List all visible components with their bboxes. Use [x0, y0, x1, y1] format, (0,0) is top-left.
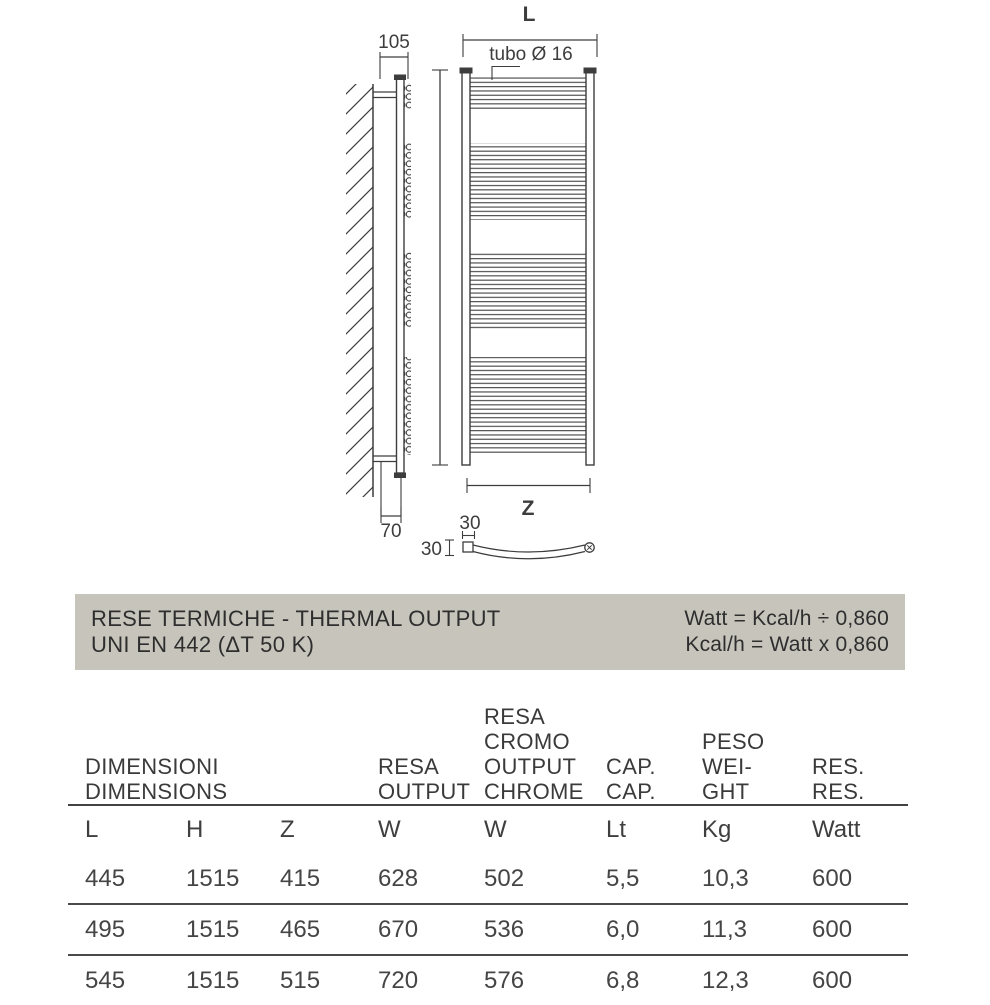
cell-capacity: 5,5: [606, 854, 702, 904]
header-line: CROMO: [484, 729, 570, 754]
left-collector: [462, 70, 470, 465]
cell-output: 628: [378, 854, 484, 904]
cell-resistance: 600: [812, 904, 908, 955]
spec-table: [68, 688, 908, 1005]
cell-H: 1515: [186, 966, 240, 994]
unit-W-output: W: [378, 816, 401, 843]
banner-title-line1: RESE TERMICHE - THERMAL OUTPUT: [91, 606, 501, 631]
header-line: WEI-: [702, 754, 753, 779]
header-line: DIMENSIONS: [85, 779, 228, 804]
cell-output-chrome: 502: [484, 854, 606, 904]
cell-output: 720: [378, 966, 419, 994]
pipe-end-square: [463, 542, 473, 552]
front-rung-bank-4: [470, 357, 586, 454]
group-header-row: [68, 688, 908, 805]
dim-L-label: L: [522, 3, 536, 26]
table-row: [68, 955, 908, 1005]
col-header-output-chrome: [484, 688, 606, 805]
cell-weight: 11,3: [702, 904, 812, 955]
left-collector-cap: [460, 68, 473, 74]
col-header-output: [378, 688, 484, 805]
header-line: RES.: [812, 754, 865, 779]
cell-L: 495: [68, 904, 186, 955]
cell-L: 445: [68, 854, 186, 904]
side-tube-bottom-cap: [394, 473, 406, 479]
header-line: OUTPUT: [378, 779, 471, 804]
side-rung-bank-3: [404, 252, 411, 328]
header-line: OUTPUT: [484, 754, 577, 779]
header-line: DIMENSIONI: [85, 754, 219, 779]
dim-30-side-label: 30: [420, 539, 442, 560]
col-header-capacity: [606, 688, 702, 805]
unit-W-chrome: W: [484, 816, 507, 843]
header-line: CHROME: [484, 779, 584, 804]
cell-weight: 10,3: [702, 854, 812, 904]
col-header-weight: [702, 688, 812, 805]
curved-tube-detail: [421, 513, 594, 560]
cell-capacity: 6,8: [606, 966, 640, 994]
right-collector-cap: [584, 68, 597, 74]
dim-30-top-label: 30: [459, 513, 481, 534]
cell-output-chrome: 576: [484, 966, 525, 994]
front-rung-bank-2: [470, 143, 586, 220]
dim-105-label: 105: [378, 32, 410, 53]
dim-70-label: 70: [380, 521, 402, 542]
side-view-drawing: [346, 32, 411, 542]
cell-Z: 415: [280, 854, 378, 904]
front-rung-bank-1: [470, 76, 586, 110]
cell-Z: 465: [280, 904, 378, 955]
header-line: RES.: [812, 779, 865, 804]
table-row: [68, 904, 908, 955]
curve-top-line: [473, 545, 585, 552]
dim-Z-label: Z: [521, 497, 535, 520]
cell-weight: 12,3: [702, 966, 749, 994]
cell-Z: 515: [280, 966, 321, 994]
banner-formula-line2: Kcal/h = Watt x 0,860: [685, 633, 889, 656]
unit-Lt: Lt: [606, 816, 627, 843]
side-tube-top-cap: [394, 75, 406, 81]
bottom-bracket: [373, 456, 397, 462]
banner-formulas: [684, 606, 889, 658]
col-header-resistance: [812, 688, 908, 805]
header-line: RESA: [378, 754, 440, 779]
header-line: PESO: [702, 729, 765, 754]
banner-formula-line1: Watt = Kcal/h ÷ 0,860: [684, 607, 889, 630]
side-rung-bank-4: [404, 357, 411, 455]
side-collector-tube: [397, 79, 405, 473]
wall-hatching: [346, 84, 373, 497]
header-line: CAP.: [606, 754, 656, 779]
side-rung-bank-2: [404, 143, 411, 219]
top-bracket: [373, 92, 397, 98]
banner-title: [91, 606, 501, 658]
unit-H: H: [186, 816, 204, 843]
cell-L: 545: [85, 966, 126, 994]
table-row: [68, 854, 908, 904]
cell-H: 1515: [186, 904, 280, 955]
units-row: [68, 805, 908, 854]
banner-title-line2: UNI EN 442 (ΔT 50 K): [91, 632, 315, 657]
header-line: GHT: [702, 779, 750, 804]
header-line: CAP.: [606, 779, 656, 804]
col-header-dimensions: [68, 688, 378, 805]
cell-H: 1515: [186, 854, 280, 904]
thermal-output-banner: [75, 594, 905, 670]
unit-Watt: Watt: [812, 816, 861, 843]
side-rung-bank-1: [404, 83, 411, 109]
header-line: RESA: [484, 704, 546, 729]
unit-L: L: [85, 816, 99, 843]
right-collector: [586, 70, 594, 465]
unit-Kg: Kg: [702, 816, 732, 843]
tube-diameter-label: tubo Ø 16: [489, 44, 573, 65]
cell-resistance: 600: [812, 966, 853, 994]
cell-capacity: 6,0: [606, 904, 702, 955]
cell-output: 670: [378, 904, 484, 955]
front-rung-bank-3: [470, 252, 586, 329]
cell-resistance: 600: [812, 854, 908, 904]
front-view-drawing: [432, 3, 597, 520]
unit-Z: Z: [280, 816, 295, 843]
cell-output-chrome: 536: [484, 904, 606, 955]
